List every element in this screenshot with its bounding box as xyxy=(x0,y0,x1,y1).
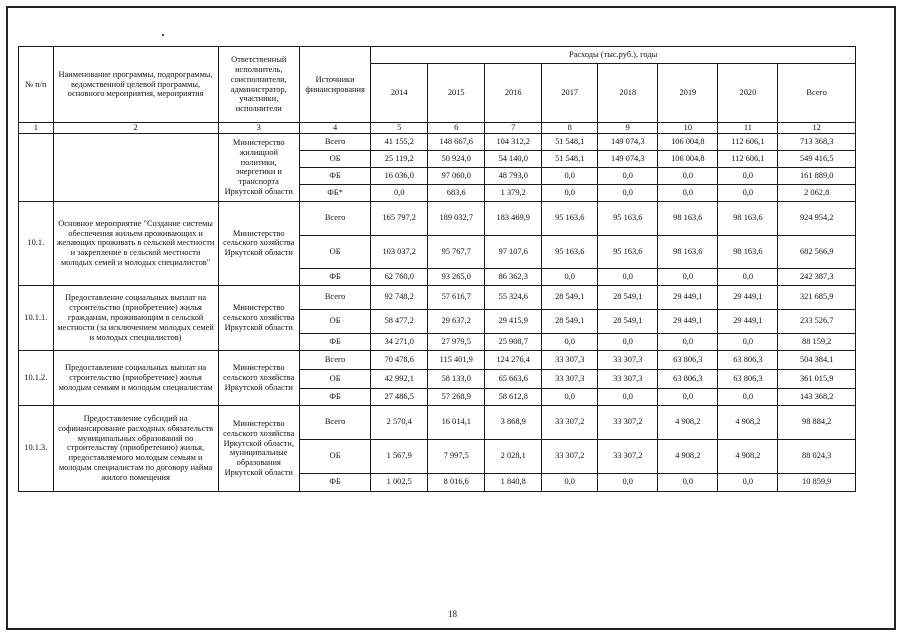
expense-value: 4 908,2 xyxy=(718,439,778,473)
expense-value: 28 549,1 xyxy=(598,309,658,333)
expense-value: 16 036,0 xyxy=(371,167,428,184)
expense-value: 65 663,6 xyxy=(485,369,542,388)
funding-source: ФБ xyxy=(299,388,370,405)
expense-value: 0,0 xyxy=(658,333,718,350)
expense-value: 148 667,6 xyxy=(428,133,485,150)
responsible-executor: Министерство сельского хозяйства Иркутской области xyxy=(218,285,299,350)
expense-value: 149 074,3 xyxy=(598,133,658,150)
expense-value: 25 119,2 xyxy=(371,150,428,167)
expense-value: 103 037,2 xyxy=(371,235,428,268)
expense-value: 115 401,9 xyxy=(428,350,485,369)
expense-value: 0,0 xyxy=(658,388,718,405)
col-number: 12 xyxy=(778,123,856,134)
expense-value: 29 449,1 xyxy=(718,309,778,333)
expense-value: 98 163,6 xyxy=(658,201,718,235)
expense-value: 4 908,2 xyxy=(658,405,718,439)
scan-artifact xyxy=(162,34,164,36)
table-row xyxy=(19,201,856,235)
expense-value: 95 163,6 xyxy=(598,235,658,268)
expense-value: 51 548,1 xyxy=(542,150,598,167)
expense-value: 33 307,3 xyxy=(598,369,658,388)
col-number: 8 xyxy=(542,123,598,134)
expense-value: 0,0 xyxy=(718,473,778,491)
expense-value: 27 979,5 xyxy=(428,333,485,350)
funding-source: ФБ xyxy=(299,268,370,285)
expense-value: 104 312,2 xyxy=(485,133,542,150)
expense-value: 1 840,8 xyxy=(485,473,542,491)
expense-total: 2 062,8 xyxy=(778,184,856,201)
expense-total: 88 159,2 xyxy=(778,333,856,350)
expense-total: 98 884,2 xyxy=(778,405,856,439)
expense-value: 97 060,0 xyxy=(428,167,485,184)
funding-source: ФБ* xyxy=(299,184,370,201)
expense-total: 233 526,7 xyxy=(778,309,856,333)
expense-value: 2 570,4 xyxy=(371,405,428,439)
expense-value: 29 449,1 xyxy=(718,285,778,309)
col-number: 6 xyxy=(428,123,485,134)
funding-source: ФБ xyxy=(299,473,370,491)
expense-value: 0,0 xyxy=(598,388,658,405)
expense-value: 0,0 xyxy=(718,167,778,184)
expense-value: 683,6 xyxy=(428,184,485,201)
row-number: 10.1.3. xyxy=(19,405,54,491)
header-year-2020: 2020 xyxy=(718,64,778,123)
table-row xyxy=(19,133,856,150)
table-row xyxy=(19,350,856,369)
expense-value: 33 307,2 xyxy=(542,405,598,439)
expense-value: 0,0 xyxy=(718,333,778,350)
expense-value: 33 307,3 xyxy=(542,350,598,369)
expense-value: 183 469,9 xyxy=(485,201,542,235)
col-number: 1 xyxy=(19,123,54,134)
expense-value: 0,0 xyxy=(598,333,658,350)
col-number: 5 xyxy=(371,123,428,134)
expense-value: 7 997,5 xyxy=(428,439,485,473)
expense-value: 1 567,9 xyxy=(371,439,428,473)
table-row xyxy=(19,285,856,309)
expense-value: 106 004,8 xyxy=(658,150,718,167)
expense-total: 361 015,9 xyxy=(778,369,856,388)
measure-name: Предоставление субсидий на софинансирование расходных обязательств муниципальных образований по строительству (приобретению) жилья, предоставляемого молодым семьям и молодым специалистам по договору найма жилого помещения xyxy=(53,405,218,491)
measure-name: Предоставление социальных выплат на строительство (приобретение) жилья молодым семьям и молодым специалистам xyxy=(53,350,218,405)
row-number: 10.1.1. xyxy=(19,285,54,350)
expense-value: 29 415,9 xyxy=(485,309,542,333)
expense-value: 106 004,8 xyxy=(658,133,718,150)
expense-total: 143 368,2 xyxy=(778,388,856,405)
expense-value: 98 163,6 xyxy=(658,235,718,268)
expense-value: 33 307,2 xyxy=(542,439,598,473)
expense-value: 95 163,6 xyxy=(542,235,598,268)
expense-value: 2 028,1 xyxy=(485,439,542,473)
header-year-2015: 2015 xyxy=(428,64,485,123)
column-number-row xyxy=(19,123,856,134)
expense-value: 86 362,3 xyxy=(485,268,542,285)
expense-total: 321 685,9 xyxy=(778,285,856,309)
expense-value: 51 548,1 xyxy=(542,133,598,150)
expense-value: 0,0 xyxy=(598,184,658,201)
expense-total: 242 387,3 xyxy=(778,268,856,285)
measure-name xyxy=(53,133,218,201)
row-number xyxy=(19,133,54,201)
expense-total: 10 859,9 xyxy=(778,473,856,491)
expense-total: 713 368,3 xyxy=(778,133,856,150)
funding-source: Всего xyxy=(299,350,370,369)
funding-source: Всего xyxy=(299,285,370,309)
funding-source: ОБ xyxy=(299,309,370,333)
expense-value: 33 307,2 xyxy=(598,405,658,439)
expense-value: 58 477,2 xyxy=(371,309,428,333)
expense-value: 25 908,7 xyxy=(485,333,542,350)
header-source: Источники финансирования xyxy=(299,47,370,123)
funding-source: ОБ xyxy=(299,235,370,268)
responsible-executor: Министерство сельского хозяйства Иркутской области xyxy=(218,201,299,285)
row-number: 10.1.2. xyxy=(19,350,54,405)
expense-value: 189 032,7 xyxy=(428,201,485,235)
header-year-2017: 2017 xyxy=(542,64,598,123)
col-number: 4 xyxy=(299,123,370,134)
expense-value: 0,0 xyxy=(658,268,718,285)
expense-value: 57 268,9 xyxy=(428,388,485,405)
expense-value: 63 806,3 xyxy=(718,369,778,388)
expense-value: 55 324,6 xyxy=(485,285,542,309)
header-year-2014: 2014 xyxy=(371,64,428,123)
expense-total: 924 954,2 xyxy=(778,201,856,235)
expense-value: 48 793,0 xyxy=(485,167,542,184)
expense-value: 16 014,1 xyxy=(428,405,485,439)
responsible-executor: Министерство жилищной политики, энергетики и транспорта Иркутской области xyxy=(218,133,299,201)
expense-value: 93 265,0 xyxy=(428,268,485,285)
expense-value: 4 908,2 xyxy=(658,439,718,473)
header-year-2019: 2019 xyxy=(658,64,718,123)
header-row-1 xyxy=(19,47,856,64)
col-number: 2 xyxy=(53,123,218,134)
expense-value: 112 606,1 xyxy=(718,150,778,167)
expense-value: 50 924,0 xyxy=(428,150,485,167)
expense-value: 98 163,6 xyxy=(718,201,778,235)
expense-value: 95 163,6 xyxy=(598,201,658,235)
expense-value: 0,0 xyxy=(718,184,778,201)
expense-value: 63 806,3 xyxy=(658,350,718,369)
expense-value: 70 478,6 xyxy=(371,350,428,369)
funding-source: ОБ xyxy=(299,439,370,473)
expense-value: 1 002,5 xyxy=(371,473,428,491)
expense-total: 682 566,9 xyxy=(778,235,856,268)
funding-source: ФБ xyxy=(299,167,370,184)
funding-source: ОБ xyxy=(299,150,370,167)
expense-value: 62 760,0 xyxy=(371,268,428,285)
expense-value: 63 806,3 xyxy=(658,369,718,388)
expense-total: 161 889,0 xyxy=(778,167,856,184)
expense-value: 0,0 xyxy=(542,473,598,491)
expense-value: 3 868,9 xyxy=(485,405,542,439)
header-num: № п/п xyxy=(19,47,54,123)
expense-value: 58 133,0 xyxy=(428,369,485,388)
expense-value: 165 797,2 xyxy=(371,201,428,235)
expense-value: 149 074,3 xyxy=(598,150,658,167)
col-number: 3 xyxy=(218,123,299,134)
responsible-executor: Министерство сельского хозяйства Иркутской области, муниципальные образования Иркутской области xyxy=(218,405,299,491)
funding-source: Всего xyxy=(299,405,370,439)
row-number: 10.1. xyxy=(19,201,54,285)
expense-value: 34 271,0 xyxy=(371,333,428,350)
header-year-2018: 2018 xyxy=(598,64,658,123)
expense-value: 92 748,2 xyxy=(371,285,428,309)
expense-total: 88 024,3 xyxy=(778,439,856,473)
expense-value: 28 549,1 xyxy=(542,309,598,333)
table-body xyxy=(19,47,856,492)
expense-value: 41 155,2 xyxy=(371,133,428,150)
budget-table xyxy=(18,46,856,492)
expense-value: 8 016,6 xyxy=(428,473,485,491)
expense-value: 124 276,4 xyxy=(485,350,542,369)
expense-value: 0,0 xyxy=(542,388,598,405)
expense-value: 0,0 xyxy=(542,333,598,350)
expense-value: 0,0 xyxy=(598,268,658,285)
header-expenses: Расходы (тыс.руб.), годы xyxy=(371,47,856,64)
expense-value: 0,0 xyxy=(658,473,718,491)
responsible-executor: Министерство сельского хозяйства Иркутской области xyxy=(218,350,299,405)
funding-source: ФБ xyxy=(299,333,370,350)
page-number: 18 xyxy=(448,609,457,619)
expense-value: 29 449,1 xyxy=(658,309,718,333)
header-name: Наименование программы, подпрограммы, ведомственной целевой программы, основного мероприятия, мероприятия xyxy=(53,47,218,123)
expense-value: 95 767,7 xyxy=(428,235,485,268)
header-total: Всего xyxy=(778,64,856,123)
expense-value: 0,0 xyxy=(542,268,598,285)
expense-value: 0,0 xyxy=(718,268,778,285)
measure-name: Основное мероприятие "Создание системы обеспечения жильем проживающих и желающих проживать в сельской местности и закрепление в сельской местности молодых семей и молодых специалистов" xyxy=(53,201,218,285)
expense-value: 0,0 xyxy=(371,184,428,201)
expense-value: 28 549,1 xyxy=(598,285,658,309)
funding-source: Всего xyxy=(299,201,370,235)
expense-value: 0,0 xyxy=(598,473,658,491)
expense-value: 97 107,6 xyxy=(485,235,542,268)
expense-value: 42 992,1 xyxy=(371,369,428,388)
expense-value: 29 449,1 xyxy=(658,285,718,309)
expense-total: 549 416,5 xyxy=(778,150,856,167)
expense-value: 98 163,6 xyxy=(718,235,778,268)
measure-name: Предоставление социальных выплат на строительство (приобретение) жилья гражданам, проживающим в сельской местности (за исключением молодых семей и молодых специалистов) xyxy=(53,285,218,350)
expense-value: 63 806,3 xyxy=(718,350,778,369)
expense-value: 4 908,2 xyxy=(718,405,778,439)
expense-value: 28 549,1 xyxy=(542,285,598,309)
expense-value: 33 307,2 xyxy=(598,439,658,473)
expense-value: 0,0 xyxy=(542,184,598,201)
col-number: 9 xyxy=(598,123,658,134)
expense-value: 58 612,8 xyxy=(485,388,542,405)
expense-value: 0,0 xyxy=(542,167,598,184)
col-number: 11 xyxy=(718,123,778,134)
expense-value: 27 486,5 xyxy=(371,388,428,405)
funding-source: ОБ xyxy=(299,369,370,388)
table-row xyxy=(19,405,856,439)
col-number: 7 xyxy=(485,123,542,134)
expense-value: 33 307,3 xyxy=(598,350,658,369)
expense-value: 57 616,7 xyxy=(428,285,485,309)
header-year-2016: 2016 xyxy=(485,64,542,123)
expense-value: 0,0 xyxy=(658,167,718,184)
expense-value: 0,0 xyxy=(658,184,718,201)
expense-value: 29 637,2 xyxy=(428,309,485,333)
expense-value: 1 379,2 xyxy=(485,184,542,201)
expense-value: 33 307,3 xyxy=(542,369,598,388)
expense-value: 112 606,1 xyxy=(718,133,778,150)
expense-value: 95 163,6 xyxy=(542,201,598,235)
col-number: 10 xyxy=(658,123,718,134)
expense-value: 0,0 xyxy=(598,167,658,184)
expense-total: 504 384,1 xyxy=(778,350,856,369)
expense-value: 0,0 xyxy=(718,388,778,405)
funding-source: Всего xyxy=(299,133,370,150)
header-responsible: Ответственный исполнитель, соисполнители, администратор, участники, исполнители xyxy=(218,47,299,123)
expense-value: 54 140,0 xyxy=(485,150,542,167)
